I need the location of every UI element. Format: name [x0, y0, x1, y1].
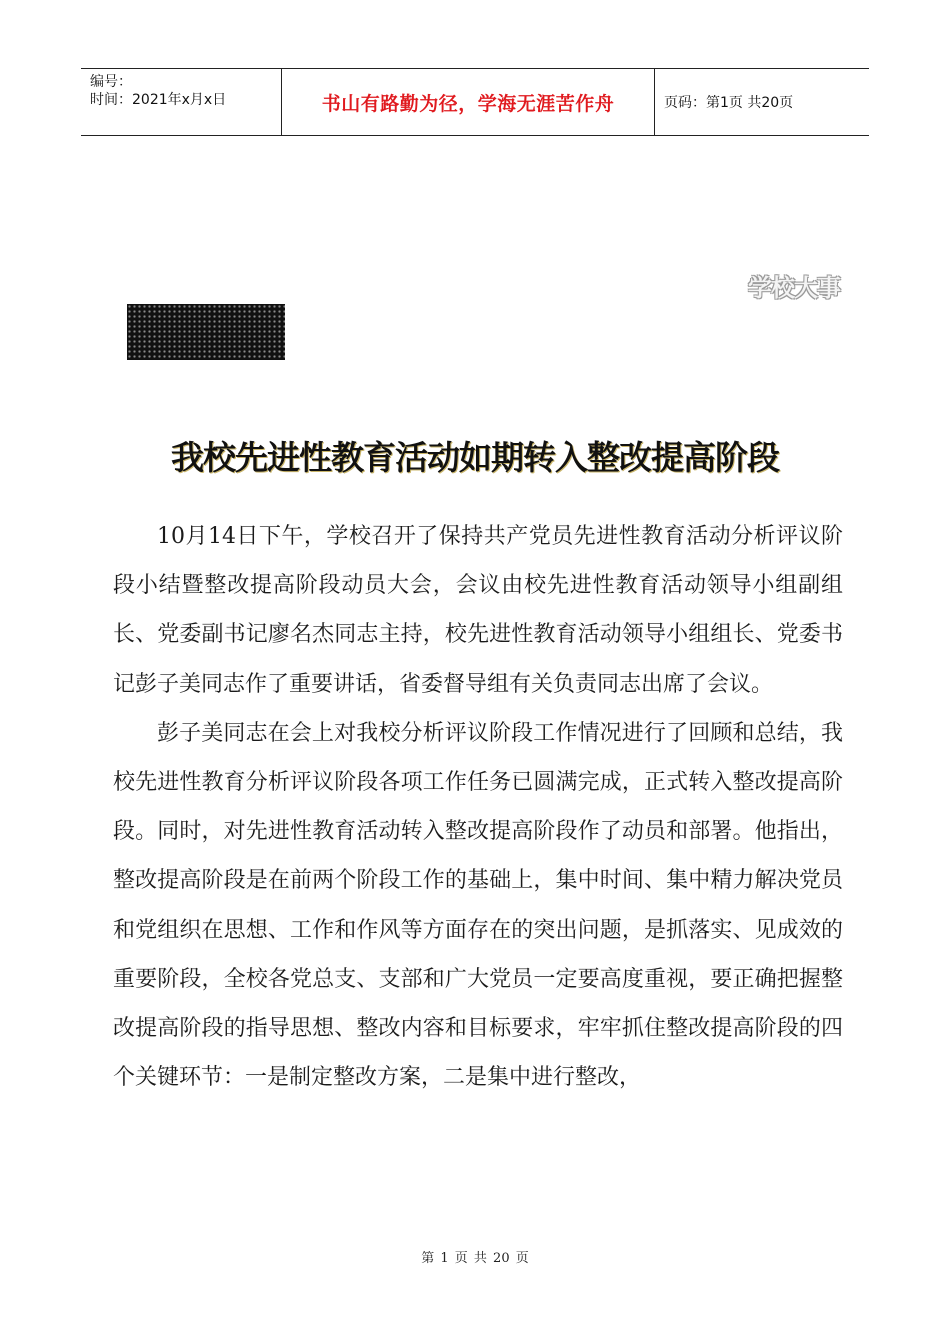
header-motto-cell	[282, 69, 655, 135]
document-title: 我校先进性教育活动如期转入整改提高阶段	[171, 438, 779, 478]
time-label: 时间：2021年x月x日	[90, 92, 227, 108]
motto-text: 书山有路勤为径，学海无涯苦作舟	[321, 92, 615, 115]
paragraph-1: 10月14日下午，学校召开了保持共产党员先进性教育活动分析评议阶段小结暨整改提高阶段动员大会，会议由校先进性教育活动领导小组副组长、党委副书记廖名杰同志主持，校先进性教育活动领导小组组长、党委书记彭子美同志作了重要讲话，省委督导组有关负责同志出席了会议。	[113, 524, 843, 697]
column-tag: 学校大事	[748, 273, 840, 302]
page-info-text: 页码：第1页 共20页	[664, 95, 794, 111]
decorative-dot-block	[127, 304, 285, 360]
body-text	[113, 512, 843, 1102]
serial-number-label: 编号：	[90, 74, 132, 90]
header-meta-cell	[81, 69, 282, 135]
page-footer: 第 1 页 共 20 页	[421, 1251, 529, 1266]
header-page-cell	[655, 69, 869, 135]
header-table	[81, 68, 869, 136]
paragraph-2: 彭子美同志在会上对我校分析评议阶段工作情况进行了回顾和总结，我校先进性教育分析评议阶段各项工作任务已圆满完成，正式转入整改提高阶段。同时，对先进性教育活动转入整改提高阶段作了动员和部署。他指出，整改提高阶段是在前两个阶段工作的基础上，集中时间、集中精力解决党员和党组织在思想、工作和作风等方面存在的突出问题，是抓落实、见成效的重要阶段，全校各党总支、支部和广大党员一定要高度重视，要正确把握整改提高阶段的指导思想、整改内容和目标要求，牢牢抓住整改提高阶段的四个关键环节：一是制定整改方案，二是集中进行整改，	[113, 720, 843, 1091]
